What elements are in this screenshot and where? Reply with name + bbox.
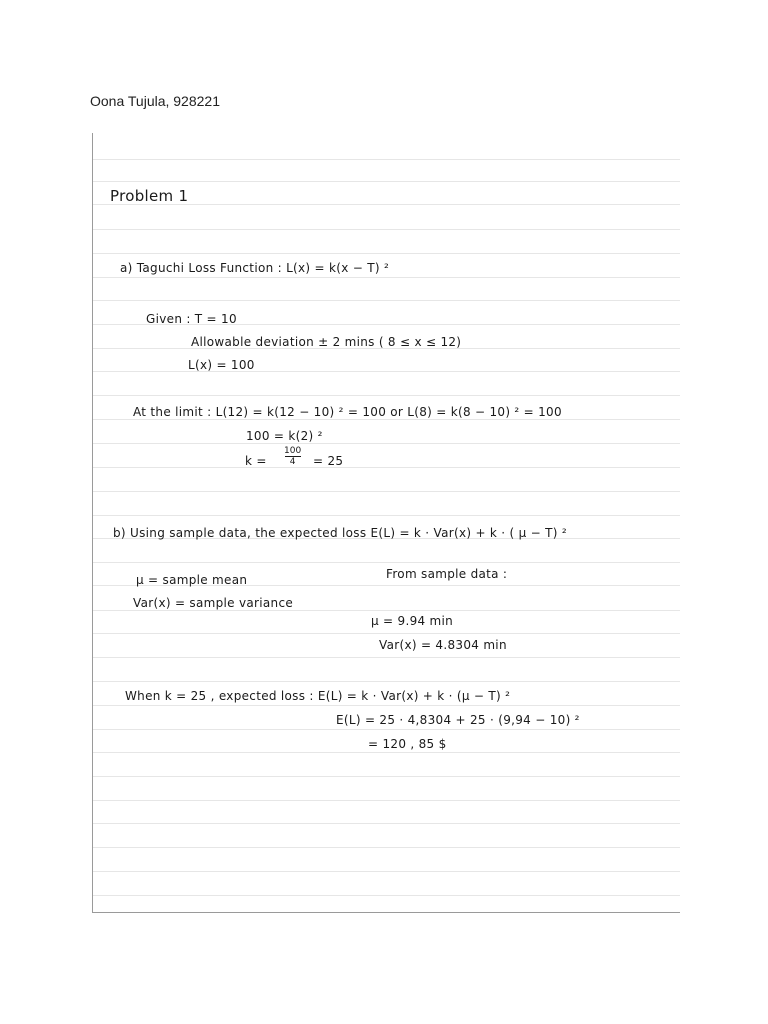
ruled-line (93, 181, 680, 182)
ruled-line (93, 277, 680, 278)
ruled-line (93, 229, 680, 230)
author-name: Oona Tujula, 928221 (90, 93, 220, 109)
k-result: = 25 (313, 454, 344, 468)
variance-value: Var(x) = 4.8304 min (379, 638, 507, 652)
part-a-heading: a) Taguchi Loss Function : L(x) = k(x − T) ² (120, 261, 390, 275)
part-b-heading: b) Using sample data, the expected loss E(L) = k · Var(x) + k · ( μ − T) ² (113, 526, 567, 540)
ruled-line (93, 253, 680, 254)
ruled-line (93, 823, 680, 824)
when-k-line: When k = 25 , expected loss : E(L) = k · Var(x) + k · (μ − T) ² (125, 689, 511, 703)
ruled-line (93, 776, 680, 777)
expected-loss-calc: E(L) = 25 · 4,8304 + 25 · (9,94 − 10) ² (336, 713, 580, 727)
loss-value: L(x) = 100 (188, 358, 255, 372)
ruled-line (93, 681, 680, 682)
ruled-line (93, 610, 680, 611)
ruled-line (93, 491, 680, 492)
given-target: Given : T = 10 (146, 312, 237, 326)
k-equation: 100 = k(2) ² (246, 429, 323, 443)
ruled-line (93, 752, 680, 753)
ruled-line (93, 371, 680, 372)
ruled-line (93, 800, 680, 801)
ruled-line (93, 395, 680, 396)
variance-definition: Var(x) = sample variance (133, 596, 294, 610)
problem-title: Problem 1 (110, 187, 189, 205)
fraction-numerator: 100 (284, 446, 302, 456)
allowable-deviation: Allowable deviation ± 2 mins ( 8 ≤ x ≤ 12) (191, 335, 462, 349)
ruled-line (93, 847, 680, 848)
ruled-line (93, 562, 680, 563)
ruled-line (93, 443, 680, 444)
ruled-line (93, 657, 680, 658)
fraction-denominator: 4 (289, 457, 296, 467)
mu-definition: μ = sample mean (136, 573, 248, 587)
limit-equation: At the limit : L(12) = k(12 − 10) ² = 100 or L(8) = k(8 − 10) ² = 100 (133, 405, 562, 419)
expected-loss-result: = 120 , 85 $ (368, 737, 447, 751)
ruled-line (93, 633, 680, 634)
notebook-page (92, 133, 680, 913)
k-fraction (284, 446, 301, 467)
ruled-line (93, 729, 680, 730)
ruled-line (93, 419, 680, 420)
ruled-line (93, 515, 680, 516)
ruled-line (93, 705, 680, 706)
ruled-line (93, 895, 680, 896)
mu-value: μ = 9.94 min (371, 614, 454, 628)
from-sample-data: From sample data : (386, 567, 508, 581)
ruled-line (93, 300, 680, 301)
k-prefix: k = (245, 454, 267, 468)
ruled-line (93, 467, 680, 468)
ruled-line (93, 871, 680, 872)
ruled-line (93, 159, 680, 160)
